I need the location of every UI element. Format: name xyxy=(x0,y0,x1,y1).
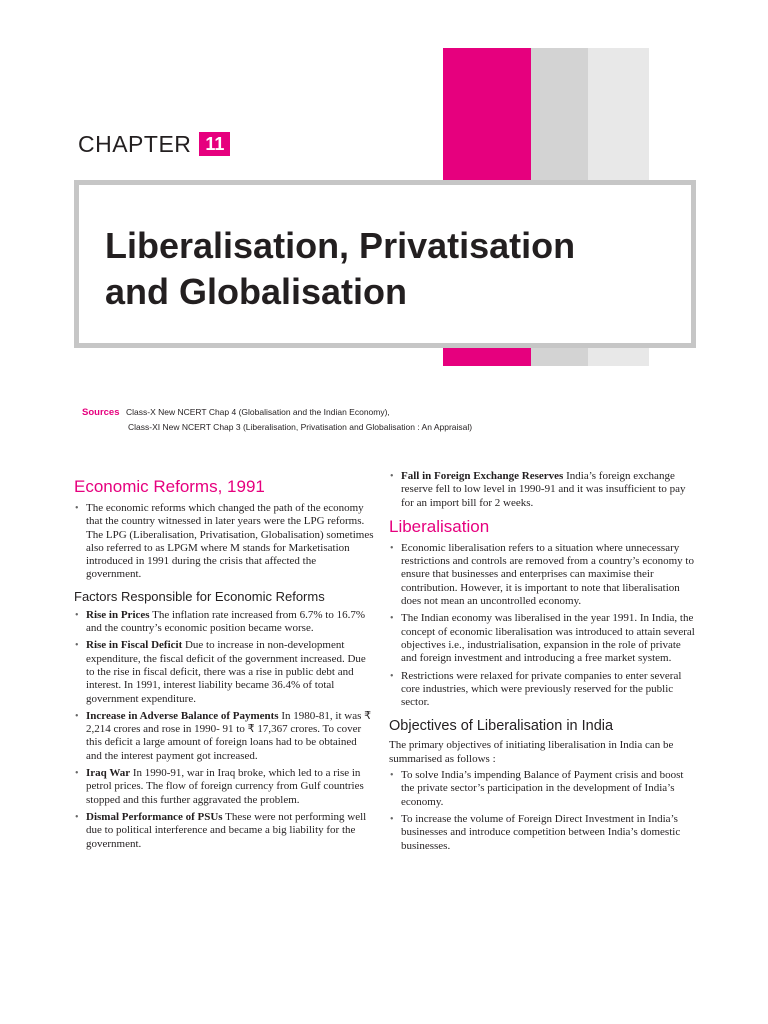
factor-term: Rise in Fiscal Deficit xyxy=(86,639,183,652)
list-item xyxy=(74,811,374,851)
left-column xyxy=(74,470,374,855)
liberalisation-list xyxy=(389,542,695,710)
factor-term: Dismal Performance of PSUs xyxy=(86,810,223,823)
sources-line2-paren: (Liberalisation, Privatisation and Globalisation : An Appraisal) xyxy=(242,422,473,432)
list-item xyxy=(74,639,374,705)
list-item: • To increase the volume of Foreign Direct Investment in India’s businesses and introduce competition between India’s domestic businesses. xyxy=(389,813,695,853)
factor-term: Fall in Foreign Exchange Reserves xyxy=(401,470,564,482)
list-item: • Economic liberalisation refers to a situation where unnecessary restrictions and controls are removed from a country’s economy to ensure that businesses and enterprises can maximise their contribution. However, it is important to note that liberalisation does not mean an uncontrolled economy. xyxy=(389,542,695,608)
liberalisation-heading: Liberalisation xyxy=(389,516,490,536)
list-item: • To solve India’s impending Balance of Payment crisis and boost the private sector’s participation in the development of India’s economy. xyxy=(389,769,695,809)
factor-text: In 1980-81, it was ₹ 2,214 crores and rose in 1990- 91 to ₹ 17,367 crores. To cover this deficit a large amount of foreign loans had to be obtained and the interest payment got increased. xyxy=(86,709,372,762)
factor-term: Rise in Prices xyxy=(86,608,150,621)
chapter-title-line1: Liberalisation, Privatisation xyxy=(105,225,576,266)
factor-term: Increase in Adverse Balance of Payments xyxy=(86,709,279,722)
objectives-intro: The primary objectives of initiating liberalisation in India can be summarised as follows : xyxy=(389,739,674,765)
chapter-heading xyxy=(78,129,230,159)
list-item xyxy=(74,710,374,763)
sources-line-1 xyxy=(82,405,472,420)
chapter-title xyxy=(105,223,575,315)
sources-line1-paren: (Globalisation and the Indian Economy), xyxy=(238,407,390,417)
objectives-heading: Objectives of Liberalisation in India xyxy=(389,718,614,735)
list-item: • The Indian economy was liberalised in the year 1991. In India, the concept of economic liberalisation was introduced to attain several objectives i.e., industrialisation, expansion in the role of private and foreign investment and introducing a free market system. xyxy=(389,612,695,665)
decor-light-grey-bar-bottom xyxy=(588,347,649,366)
sources-label: Sources xyxy=(82,407,120,418)
title-box xyxy=(74,180,696,348)
decor-grey-bar-top xyxy=(531,48,588,180)
decor-pink-bar-bottom xyxy=(443,347,531,366)
factor-text: Due to increase in non-development expenditure, the fiscal deficit of the government increased. Due to the rise in fiscal deficit, there was a rise in public debt and interest. In 1991, interest liability became 36.4% of total government expenditure. xyxy=(86,639,366,705)
decor-light-grey-bar-top xyxy=(588,48,649,180)
objectives-list xyxy=(389,769,695,853)
factor-term: Iraq War xyxy=(86,767,131,780)
sources-line1-main: Class-X New NCERT Chap 4 xyxy=(126,407,239,417)
list-item xyxy=(389,470,695,510)
list-item xyxy=(74,609,374,636)
chapter-number-badge: 11 xyxy=(199,132,230,156)
decor-grey-bar-bottom xyxy=(531,347,588,366)
list-item xyxy=(74,767,374,807)
factor-text: India’s foreign exchange reserve fell to low level in 1990-91 and it was insufficient to pay for an import bill for 2 weeks. xyxy=(401,470,686,509)
sources-line-2 xyxy=(82,420,472,434)
sources-line2-main: Class-XI New NCERT Chap 3 xyxy=(128,422,243,432)
factors-heading: Factors Responsible for Economic Reforms xyxy=(74,588,325,604)
factor-text: These were not performing well due to political interference and became a big liability for the government. xyxy=(86,810,367,850)
economic-reforms-heading: Economic Reforms, 1991 xyxy=(74,477,265,496)
list-item: • The economic reforms which changed the path of the economy that the country witnessed in later years were the LPG reforms. The LPG (Liberalisation, Privatisation, Globalisation) sometimes also referred to as LPGM where M stands for Marketisation introduced in 1991 during the crisis that affected the government. xyxy=(74,502,374,582)
right-column xyxy=(389,470,695,857)
factors-list xyxy=(74,609,374,851)
list-item: • Restrictions were relaxed for private companies to enter several core industries, which were previously reserved for the public sector. xyxy=(389,670,695,710)
economic-reforms-intro-list xyxy=(74,502,374,582)
chapter-label: CHAPTER xyxy=(78,130,192,157)
factors-list-continued xyxy=(389,470,695,510)
decor-pink-bar-top xyxy=(443,48,531,180)
factor-text: The inflation rate increased from 6.7% to 16.7% and the country’s economic position became worse. xyxy=(86,608,365,635)
chapter-title-line2: and Globalisation xyxy=(105,271,408,312)
factor-text: In 1990-91, war in Iraq broke, which led to a rise in petrol prices. The flow of foreign currency from Gulf countries stopped and this further aggravated the problem. xyxy=(86,767,364,806)
sources-block xyxy=(82,405,472,434)
